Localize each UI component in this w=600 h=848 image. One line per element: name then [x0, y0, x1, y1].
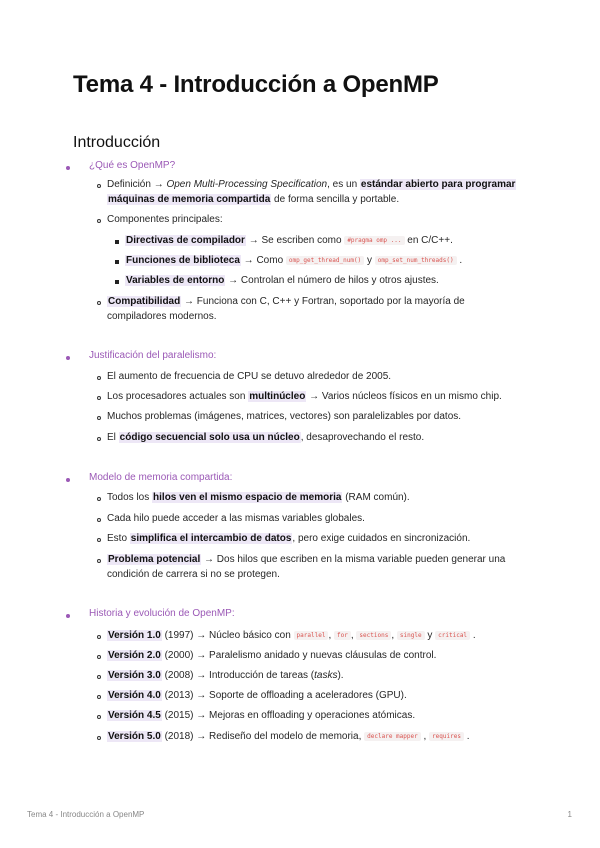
bullet: [66, 478, 70, 482]
s3-line4: Problema potencial → Dos hilos que escriben en la misma variable pueden generar una: [108, 554, 506, 565]
bullet: [97, 396, 101, 400]
bullet: [97, 184, 101, 188]
bullet: [97, 675, 101, 679]
bullet: [97, 416, 101, 420]
s2-line4: El código secuencial solo usa un núcleo, desaprovechando el resto.: [107, 432, 425, 443]
bullet: [97, 635, 101, 639]
s2-line2: Los procesadores actuales son multinúcleo → Varios núcleos físicos en un mismo chip.: [107, 391, 502, 402]
section-heading: Introducción: [73, 134, 161, 151]
s2-line1: El aumento de frecuencia de CPU se detuvo alrededor de 2005.: [107, 371, 392, 382]
version-1-0: Versión 1.0 (1997) → Núcleo básico con parallel , for , sections , single y critical .: [108, 630, 476, 641]
s1-heading: ¿Qué es OpenMP?: [89, 160, 176, 171]
s2-heading: Justificación del paralelismo:: [89, 350, 217, 361]
component-variables: Variables de entorno → Controlan el número de hilos y otros ajustes.: [126, 275, 439, 286]
s1-compat-line1: Compatibilidad → Funciona con C, C++ y Fortran, soportado por la mayoría de: [108, 296, 465, 307]
bullet: [97, 695, 101, 699]
version-2-0: Versión 2.0 (2000) → Paralelismo anidado y nuevas cláusulas de control.: [108, 650, 437, 661]
s1-components-label: Componentes principales:: [107, 214, 223, 225]
version-3-0: Versión 3.0 (2008) → Introducción de tareas (tasks).: [108, 670, 344, 681]
bullet: [66, 166, 70, 170]
bullet: [115, 240, 119, 244]
bullet: [115, 280, 119, 284]
component-funciones: Funciones de biblioteca → Como omp_get_thread_num() y omp_set_num_threads() .: [126, 255, 463, 266]
bullet: [97, 301, 101, 305]
bullet: [97, 655, 101, 659]
bullet: [97, 219, 101, 223]
footer-title: Tema 4 - Introducción a OpenMP: [27, 810, 145, 819]
page-number: 1: [567, 810, 572, 819]
bullet: [66, 356, 70, 360]
s4-heading: Historia y evolución de OpenMP:: [89, 608, 235, 619]
s3-line2: Cada hilo puede acceder a las mismas variables globales.: [107, 513, 365, 524]
s1-definition-line1: Definición → Open Multi-Processing Specification, es un estándar abierto para programar: [107, 179, 516, 190]
bullet: [97, 736, 101, 740]
bullet: [97, 538, 101, 542]
version-4-0: Versión 4.0 (2013) → Soporte de offloading a aceleradores (GPU).: [108, 690, 407, 701]
version-4-5: Versión 4.5 (2015) → Mejoras en offloading y operaciones atómicas.: [108, 710, 416, 721]
bullet: [97, 376, 101, 380]
s3-line1: Todos los hilos ven el mismo espacio de memoria (RAM común).: [107, 492, 410, 503]
s2-line3: Muchos problemas (imágenes, matrices, vectores) son paralelizables por datos.: [107, 411, 462, 422]
s1-compat-line2: compiladores modernos.: [107, 311, 217, 322]
bullet: [97, 518, 101, 522]
s1-definition-line2: máquinas de memoria compartida de forma sencilla y portable.: [108, 194, 400, 205]
bullet: [97, 497, 101, 501]
bullet: [115, 260, 119, 264]
s3-heading: Modelo de memoria compartida:: [89, 472, 233, 483]
bullet: [97, 715, 101, 719]
bullet: [66, 614, 70, 618]
s3-line3: Esto simplifica el intercambio de datos, pero exige cuidados en sincronización.: [107, 533, 471, 544]
page-title: Tema 4 - Introducción a OpenMP: [73, 71, 439, 98]
bullet: [97, 437, 101, 441]
component-directivas: Directivas de compilador → Se escriben como #pragma omp ... en C/C++.: [126, 235, 453, 246]
version-5-0: Versión 5.0 (2018) → Rediseño del modelo de memoria, declare mapper , requires .: [108, 731, 470, 742]
s3-line4-cont: condición de carrera si no se protegen.: [107, 569, 280, 580]
bullet: [97, 559, 101, 563]
